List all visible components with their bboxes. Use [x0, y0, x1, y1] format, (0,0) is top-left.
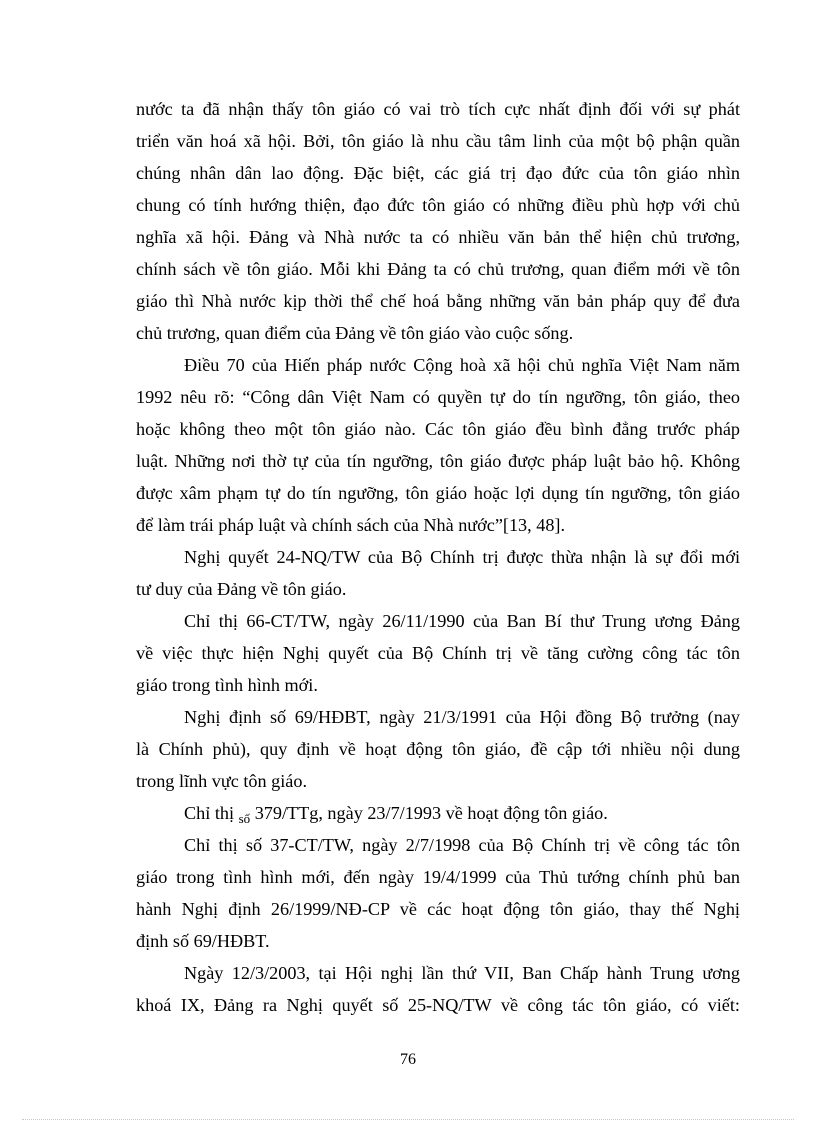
text-line: chúng nhân dân lao động. Đặc biệt, các giá trị đạo đức của tôn giáo nhìn [136, 163, 740, 183]
text-line: luật. Những nơi thờ tự của tín ngưỡng, tôn giáo được pháp luật bảo hộ. Không [136, 451, 740, 471]
text-line: triển văn hoá xã hội. Bởi, tôn giáo là nhu cầu tâm linh của một bộ phận quần [136, 131, 740, 151]
text-line: hành Nghị định 26/1999/NĐ-CP về các hoạt động tôn giáo, thay thế Nghị [136, 899, 740, 919]
page-number: 76 [400, 1051, 416, 1068]
paragraph-7 [136, 829, 740, 957]
text-line: định số 69/HĐBT. [136, 931, 270, 951]
text-line: giáo trong tình hình mới, đến ngày 19/4/1999 của Thủ tướng chính phủ ban [136, 867, 740, 887]
paragraph-1 [136, 93, 740, 349]
text-line: hoặc không theo một tôn giáo nào. Các tôn giáo đều bình đẳng trước pháp [136, 419, 740, 439]
text-line: được xâm phạm tự do tín ngưỡng, tôn giáo hoặc lợi dụng tín ngưỡng, tôn giáo [136, 483, 740, 503]
text-line: Chỉ thị 66-CT/TW, ngày 26/11/1990 của Ban Bí thư Trung ương Đảng [184, 611, 740, 631]
text-line: là Chính phủ), quy định về hoạt động tôn giáo, đề cập tới nhiều nội dung [136, 739, 740, 759]
text-line: Điều 70 của Hiến pháp nước Cộng hoà xã hội chủ nghĩa Việt Nam năm [184, 355, 740, 375]
page-bottom-divider [22, 1119, 794, 1120]
text-line: 1992 nêu rõ: “Công dân Việt Nam có quyền tự do tín ngưỡng, tôn giáo, theo [136, 387, 740, 407]
text-line [136, 797, 740, 829]
text-line: tư duy của Đảng về tôn giáo. [136, 579, 347, 599]
text-line: giáo thì Nhà nước kịp thời thể chế hoá bằng những văn bản pháp quy để đưa [136, 291, 740, 311]
text-line: Nghị định số 69/HĐBT, ngày 21/3/1991 của Hội đồng Bộ trưởng (nay [184, 707, 740, 727]
paragraph-8 [136, 957, 740, 1021]
text-line: khoá IX, Đảng ra Nghị quyết số 25-NQ/TW về công tác tôn giáo, có viết: [136, 995, 740, 1015]
text-line: Ngày 12/3/2003, tại Hội nghị lần thứ VII, Ban Chấp hành Trung ương [184, 963, 740, 983]
text-line: nghĩa xã hội. Đảng và Nhà nước ta có nhiều văn bản thể hiện chủ trương, [136, 227, 740, 247]
text-line: giáo trong tình hình mới. [136, 675, 318, 695]
body-text [136, 93, 740, 1021]
text-line: nước ta đã nhận thấy tôn giáo có vai trò tích cực nhất định đối với sự phát [136, 99, 740, 119]
paragraph-4 [136, 605, 740, 701]
text-line: chủ trương, quan điểm của Đảng về tôn giáo vào cuộc sống. [136, 323, 574, 343]
text-line: về việc thực hiện Nghị quyết của Bộ Chính trị về tăng cường công tác tôn [136, 643, 740, 663]
text-line: chung có tính hướng thiện, đạo đức tôn giáo có những điều phù hợp với chủ [136, 195, 740, 215]
text-fragment: 379/TTg, ngày 23/7/1993 về hoạt động tôn giáo. [250, 803, 608, 823]
paragraph-2 [136, 349, 740, 541]
text-line: để làm trái pháp luật và chính sách của Nhà nước”[13, 48]. [136, 515, 566, 535]
text-line: chính sách về tôn giáo. Mỗi khi Đảng ta có chủ trương, quan điểm mới về tôn [136, 259, 740, 279]
text-line: trong lĩnh vực tôn giáo. [136, 771, 307, 791]
text-line: Nghị quyết 24-NQ/TW của Bộ Chính trị được thừa nhận là sự đổi mới [184, 547, 740, 567]
text-line: Chỉ thị số 37-CT/TW, ngày 2/7/1998 của Bộ Chính trị về công tác tôn [184, 835, 740, 855]
paragraph-3 [136, 541, 740, 605]
paragraph-5 [136, 701, 740, 797]
paragraph-6 [136, 797, 740, 829]
text-fragment: Chỉ thị [184, 803, 239, 823]
text-fragment-lowered: số [238, 811, 251, 826]
